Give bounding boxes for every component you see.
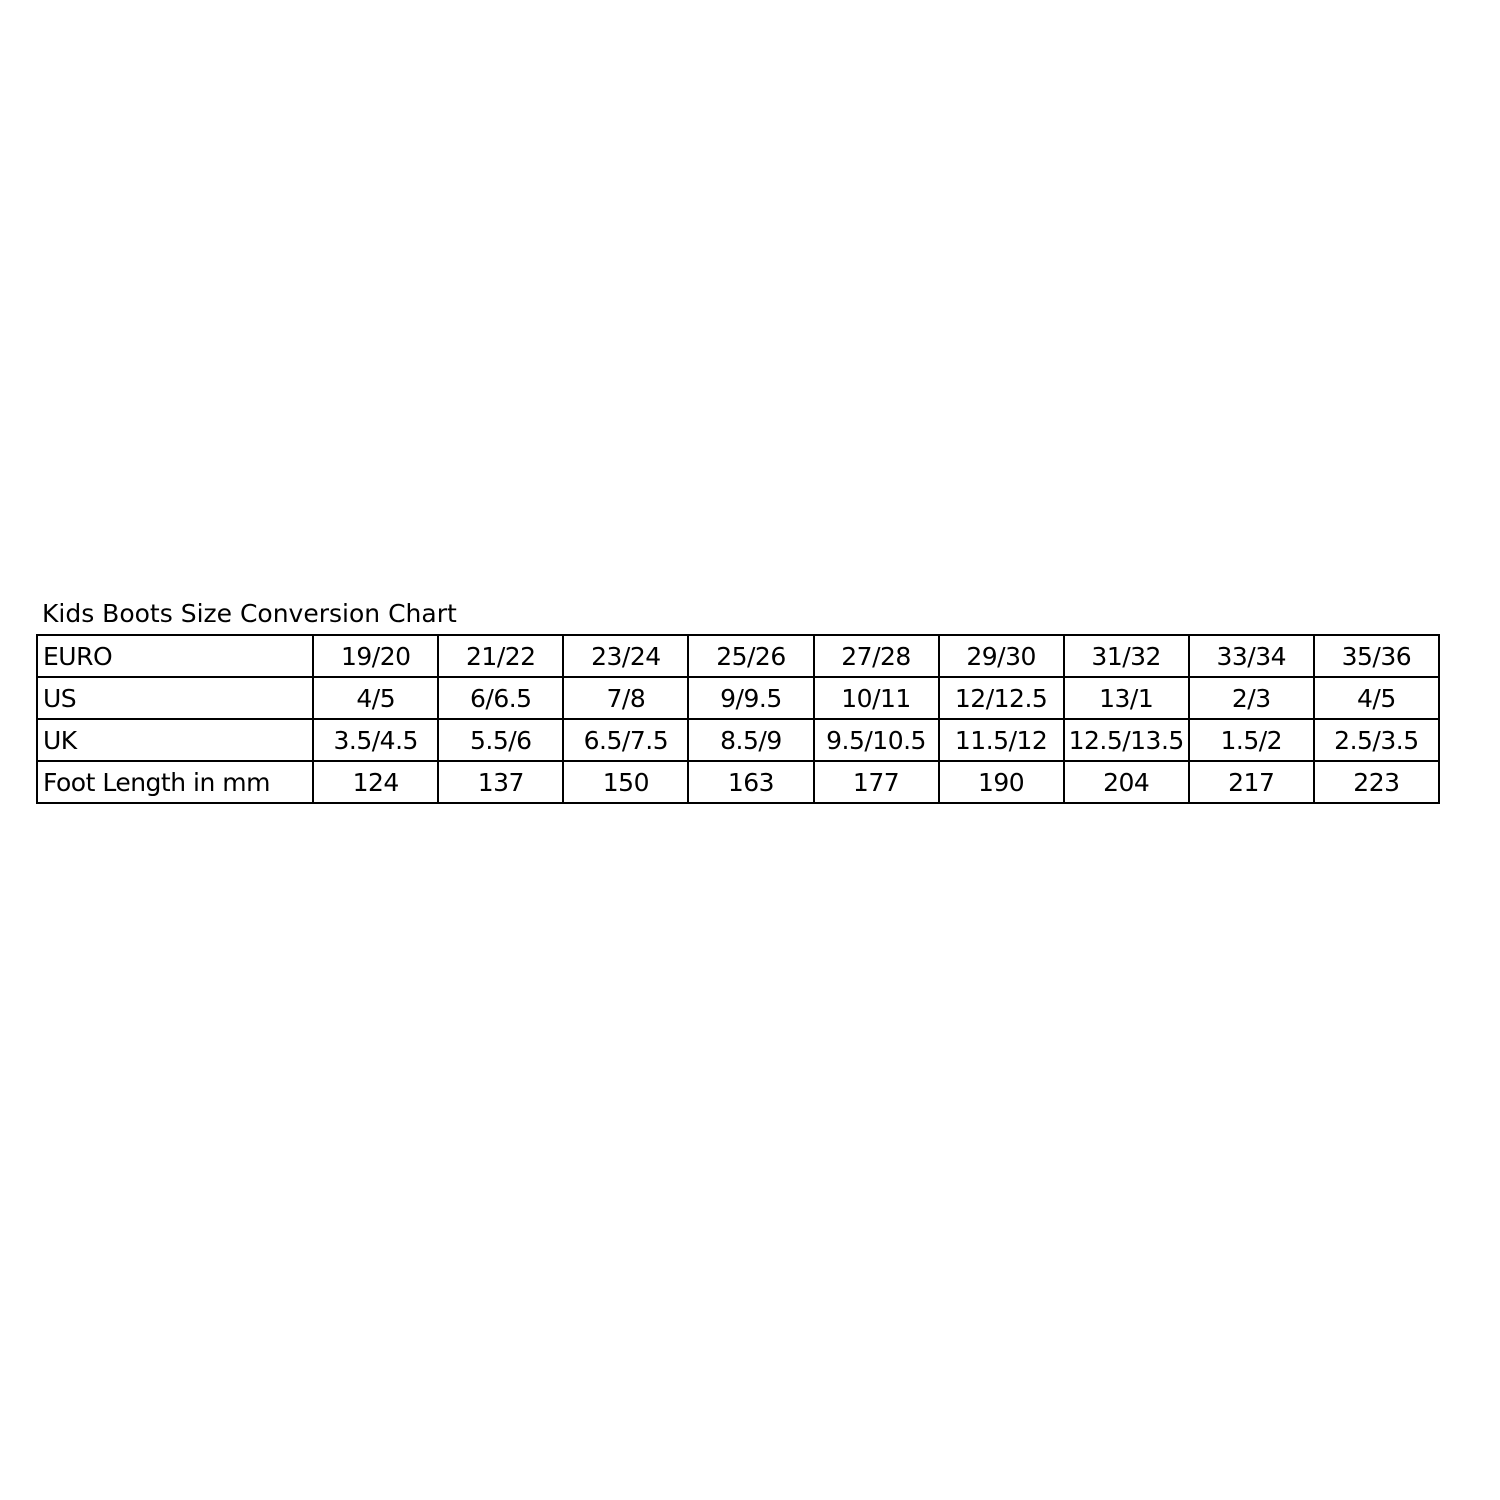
table-cell: 223 (1314, 761, 1439, 803)
table-row-us (37, 677, 1439, 719)
row-label-uk: UK (37, 719, 313, 761)
table-cell: 4/5 (1314, 677, 1439, 719)
table-cell: 35/36 (1314, 635, 1439, 677)
table-cell: 31/32 (1064, 635, 1189, 677)
table-cell: 2.5/3.5 (1314, 719, 1439, 761)
table-cell: 150 (563, 761, 688, 803)
size-conversion-table (36, 634, 1440, 804)
table-cell: 8.5/9 (688, 719, 813, 761)
table-cell: 11.5/12 (939, 719, 1064, 761)
table-cell: 25/26 (688, 635, 813, 677)
table-cell: 19/20 (313, 635, 438, 677)
table-cell: 13/1 (1064, 677, 1189, 719)
table-cell: 204 (1064, 761, 1189, 803)
table-cell: 10/11 (814, 677, 939, 719)
table-cell: 3.5/4.5 (313, 719, 438, 761)
table-cell: 6.5/7.5 (563, 719, 688, 761)
row-label-us: US (37, 677, 313, 719)
table-cell: 21/22 (438, 635, 563, 677)
table-cell: 33/34 (1189, 635, 1314, 677)
table-cell: 29/30 (939, 635, 1064, 677)
table-cell: 4/5 (313, 677, 438, 719)
table-cell: 7/8 (563, 677, 688, 719)
table-cell: 2/3 (1189, 677, 1314, 719)
table-cell: 190 (939, 761, 1064, 803)
table-cell: 12.5/13.5 (1064, 719, 1189, 761)
table-cell: 163 (688, 761, 813, 803)
row-label-foot-length: Foot Length in mm (37, 761, 313, 803)
table-cell: 12/12.5 (939, 677, 1064, 719)
row-label-euro: EURO (37, 635, 313, 677)
table-cell: 9/9.5 (688, 677, 813, 719)
table-cell: 177 (814, 761, 939, 803)
table-cell: 1.5/2 (1189, 719, 1314, 761)
table-cell: 6/6.5 (438, 677, 563, 719)
table-cell: 23/24 (563, 635, 688, 677)
table-cell: 5.5/6 (438, 719, 563, 761)
table-cell: 27/28 (814, 635, 939, 677)
table-cell: 9.5/10.5 (814, 719, 939, 761)
table-cell: 124 (313, 761, 438, 803)
table-cell: 137 (438, 761, 563, 803)
table-row-euro (37, 635, 1439, 677)
chart-title: Kids Boots Size Conversion Chart (42, 599, 457, 628)
table-row-uk (37, 719, 1439, 761)
table-cell: 217 (1189, 761, 1314, 803)
table-row-foot-length (37, 761, 1439, 803)
